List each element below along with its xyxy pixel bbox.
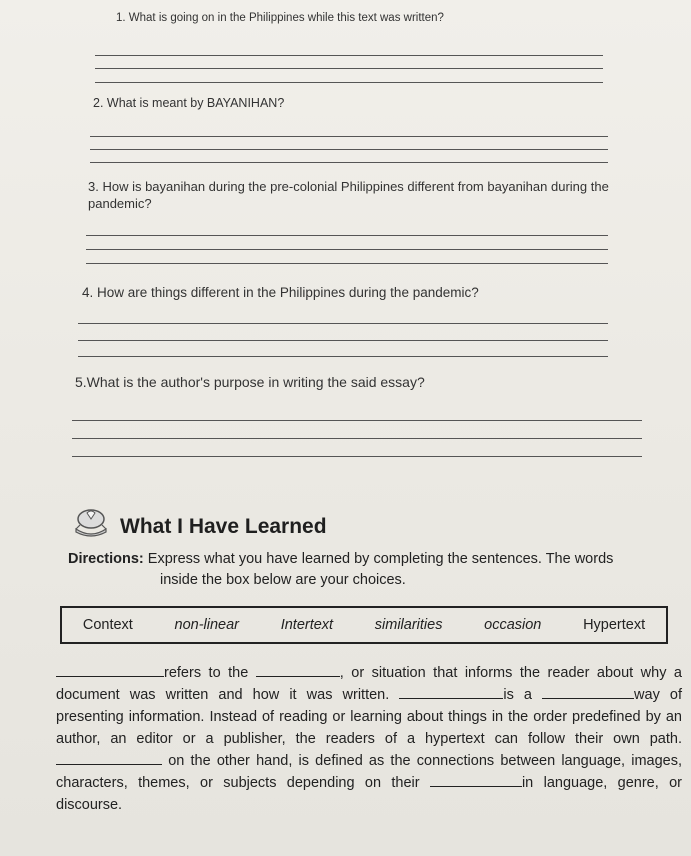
answer-line[interactable] (78, 356, 608, 357)
word-choices-box (60, 606, 668, 644)
answer-line[interactable] (95, 68, 603, 69)
paragraph-text: on the other hand, is defined as the connections between language, images, characters, themes, or subjects depending on their (56, 753, 682, 791)
choice-word: similarities (374, 617, 443, 633)
fill-blank-6[interactable] (430, 772, 522, 787)
answer-line[interactable] (72, 456, 642, 457)
answer-line[interactable] (95, 55, 603, 56)
choice-word: Context (82, 617, 133, 633)
answer-line[interactable] (95, 82, 603, 83)
answer-line[interactable] (86, 263, 608, 264)
fill-blank-3[interactable] (399, 684, 503, 699)
directions (68, 549, 668, 591)
lamp-icon (70, 507, 112, 539)
fill-in-paragraph (56, 662, 682, 816)
choice-word: non-linear (174, 617, 240, 633)
choice-word: occasion (484, 617, 542, 633)
answer-line[interactable] (86, 249, 608, 250)
fill-blank-2[interactable] (256, 662, 340, 677)
section-header (70, 505, 390, 545)
paragraph-text: in language, genre, or discourse. (56, 775, 683, 813)
answer-line[interactable] (72, 438, 642, 439)
directions-text-2: inside the box below are your choices. (160, 572, 406, 588)
question-5-text: 5.What is the author's purpose in writing the said essay? (75, 374, 425, 390)
answer-line[interactable] (90, 162, 608, 163)
question-1-text: 1. What is going on in the Philippines while this text was written? (116, 12, 444, 24)
paragraph-text: , or situation that informs the reader about why a document was written and how it was written. (56, 665, 682, 703)
paragraph-text: refers to the (164, 665, 256, 681)
paragraph-text: way of presenting information. Instead of reading or learning about things in the order predefined by an author, an editor or a publisher, the readers of a hypertext can follow their own path. (56, 687, 682, 747)
answer-line[interactable] (90, 136, 608, 137)
section-title: What I Have Learned (120, 515, 327, 538)
directions-label: Directions: (68, 551, 144, 567)
answer-line[interactable] (72, 420, 642, 421)
fill-blank-5[interactable] (56, 750, 162, 765)
fill-blank-1[interactable] (56, 662, 164, 677)
paragraph-text: is a (503, 687, 543, 703)
choice-word: Hypertext (583, 617, 646, 633)
question-4-text: 4. How are things different in the Philippines during the pandemic? (82, 285, 479, 300)
question-2-text: 2. What is meant by BAYANIHAN? (93, 96, 285, 110)
fill-blank-4[interactable] (542, 684, 634, 699)
answer-line[interactable] (90, 149, 608, 150)
directions-text: Express what you have learned by completing the sentences. The words (143, 551, 614, 567)
question-3-text: 3. How is bayanihan during the pre-colonial Philippines different from bayanihan during the pandemic? (88, 179, 609, 211)
answer-line[interactable] (78, 340, 608, 341)
choice-word: Intertext (280, 617, 334, 633)
answer-line[interactable] (78, 323, 608, 324)
answer-line[interactable] (86, 235, 608, 236)
